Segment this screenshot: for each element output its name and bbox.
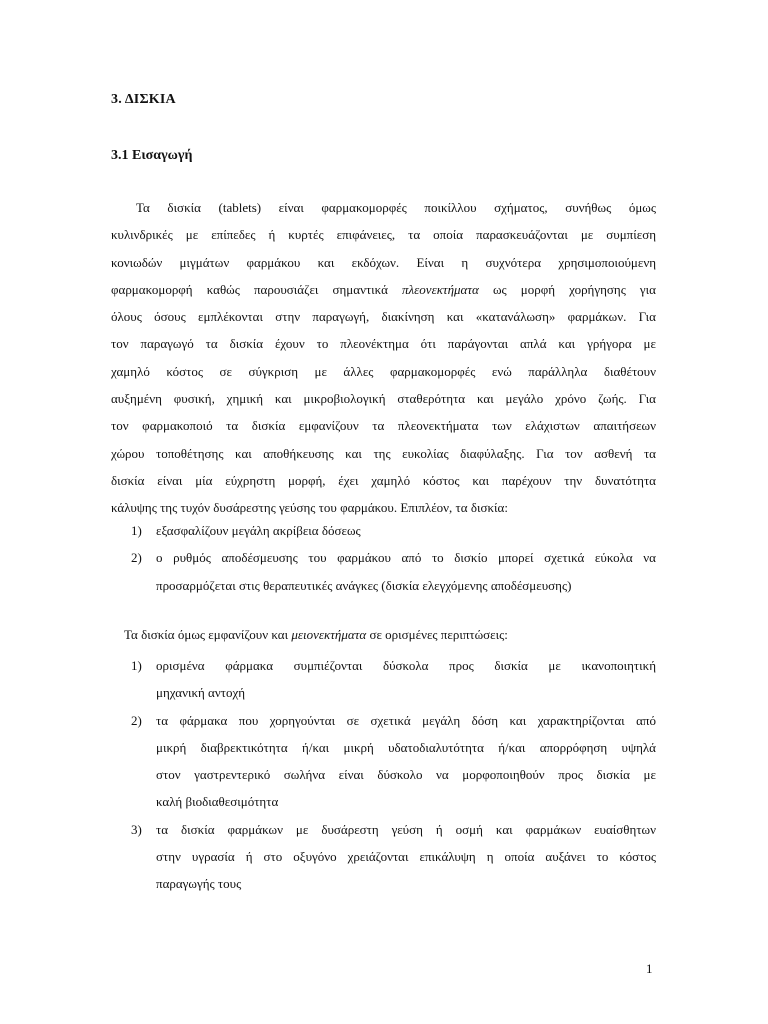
paragraph-line: δισκία είναι μία εύχρηστη μορφή, έχει χαμηλό κόστος και παρέχουν την δυνατότητα — [111, 472, 656, 488]
section-heading: 3.1 Εισαγωγή — [111, 148, 193, 163]
list-item-number: 2) — [131, 550, 142, 566]
paragraph-line: τον φαρμακοποιό τα δισκία εμφανίζουν τα πλεονεκτήματα των ελάχιστων απαιτήσεων — [111, 418, 656, 434]
list-item-number: 3) — [131, 821, 142, 837]
paragraph-line: χώρου τοποθέτησης και αποθήκευσης και της ευκολίας διαφύλαξης. Για τον ασθενή τα — [111, 445, 656, 461]
page-number: 1 — [646, 961, 653, 976]
disadvantages-intro: Τα δισκία όμως εμφανίζουν και μειονεκτήματα σε ορισμένες περιπτώσεις: — [124, 627, 508, 642]
list-item-line: καλή βιοδιαθεσιμότητα — [156, 794, 279, 810]
paragraph-line: κονιωδών μιγμάτων φαρμάκου και εκδόχων. Είναι η συχνότερα χρησιμοποιούμενη — [111, 254, 656, 270]
list-item — [111, 652, 656, 707]
list-item-line: μικρή διαβρεκτικότητα ή/και μικρή υδατοδιαλυτότητα ή/και απορρόφηση υψηλά — [156, 739, 656, 755]
paragraph-line: κάλυψης της τυχόν δυσάρεστης γεύσης του φαρμάκου. Επιπλέον, τα δισκία: — [111, 500, 508, 516]
paragraph-line: φαρμακομορφή καθώς παρουσιάζει σημαντικά πλεονεκτήματα ως μορφή χορήγησης για — [111, 281, 656, 297]
paragraph-line: Τα δισκία (tablets) είναι φαρμακομορφές ποικίλλου σχήματος, συνήθως όμως — [136, 200, 656, 215]
emphasis-term: μειονεκτήματα — [291, 627, 367, 642]
list-item-number: 2) — [131, 712, 142, 728]
list-item-line: μηχανική αντοχή — [156, 685, 246, 701]
list-item-line: τα φάρμακα που χορηγούνται σε σχετικά μεγάλη δόση και χαρακτηρίζονται από — [156, 712, 656, 728]
list-item — [111, 707, 656, 816]
list-item-number: 1) — [131, 523, 142, 538]
list-item — [111, 544, 656, 599]
list-item — [111, 816, 656, 898]
list-item-line: ορισμένα φάρμακα συμπιέζονται δύσκολα προς δισκία με ικανοποιητική — [156, 658, 656, 673]
list-item-line: στην υγρασία ή στο οξυγόνο χρειάζονται επικάλυψη η οποία αυξάνει το κόστος — [156, 849, 656, 865]
emphasis-term: πλεονεκτήματα — [402, 281, 479, 297]
paragraph-line: χαμηλό κόστος σε σύγκριση με άλλες φαρμακομορφές ενώ παράλληλα διαθέτουν — [111, 363, 656, 379]
advantages-list — [111, 517, 656, 599]
list-item-line: τα δισκία φαρμάκων με δυσάρεστη γεύση ή οσμή και φαρμάκων ευαίσθητων — [156, 821, 656, 837]
list-item-number: 1) — [131, 658, 142, 673]
list-item-line: προσαρμόζεται στις θεραπευτικές ανάγκες (δισκία ελεγχόμενης αποδέσμευσης) — [156, 577, 572, 593]
paragraph-line: αυξημένη φυσική, χημική και μικροβιολογική σταθερότητα και μεγάλο χρόνο ζωής. Για — [111, 391, 656, 407]
list-item-line: ο ρυθμός αποδέσμευσης του φαρμάκου από το δισκίο μπορεί σχετικά εύκολα να — [156, 550, 656, 566]
paragraph-line: όλους όσους εμπλέκονται στην παραγωγή, διακίνηση και «κατανάλωση» φαρμάκων. Για — [111, 309, 656, 325]
paragraph-line: τον παραγωγό τα δισκία έχουν το πλεονέκτημα ότι παράγονται απλά και γρήγορα με — [111, 336, 656, 352]
list-item-line: παραγωγής τους — [156, 876, 242, 892]
disadvantages-list — [111, 652, 656, 898]
paragraph-line: κυλινδρικές με επίπεδες ή κυρτές επιφάνειες, τα οποία παρασκευάζονται με συμπίεση — [111, 227, 656, 243]
list-item — [111, 517, 656, 544]
list-item-line: εξασφαλίζουν μεγάλη ακρίβεια δόσεως — [156, 523, 361, 538]
list-item-line: στον γαστρεντερικό σωλήνα είναι δύσκολο να μορφοποιηθούν προς δισκία με — [156, 767, 656, 783]
chapter-heading: 3. ΔΙΣΚΙΑ — [111, 92, 176, 107]
intro-paragraph — [111, 194, 656, 522]
